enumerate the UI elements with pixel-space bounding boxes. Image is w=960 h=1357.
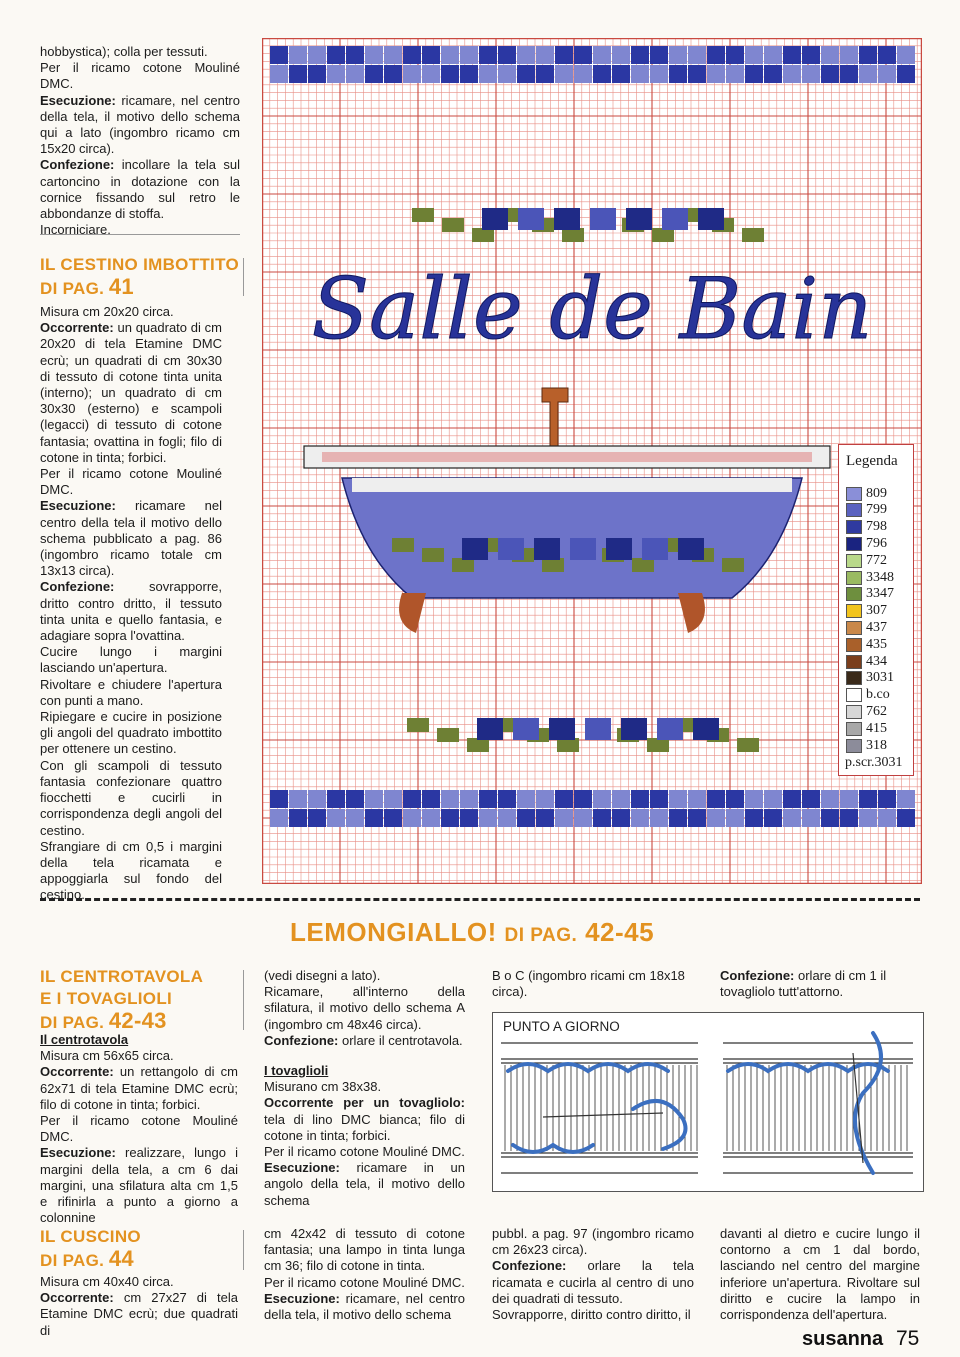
divider	[243, 970, 244, 1030]
paragraph: Per il ricamo cotone Mouliné DMC.	[40, 60, 240, 92]
legend-code: 435	[866, 636, 887, 652]
tovaglioli-text: B o C (ingombro ricami cm 18x18 circa).	[492, 968, 685, 1000]
legend-code: 318	[866, 737, 887, 753]
chart-title-motif: Salle de Bain	[311, 260, 873, 358]
paragraph: Confezione: sovrapporre, dritto contro dritto, il tessuto tinta unita e quello fantasia, e adagiare sopra l'ovattina.	[40, 579, 222, 644]
legend-code: 772	[866, 552, 887, 568]
legend-entry	[846, 603, 887, 620]
paragraph: Cucire lungo i margini lasciando un'apertura.	[40, 644, 222, 676]
legend-entry	[846, 720, 887, 737]
legend-code: 3348	[866, 569, 894, 585]
paragraph: Esecuzione: ricamare nel centro della tela il motivo dello schema pubblicato a pag. 86 (ingombro ricamo totale cm 13x13 circa).	[40, 498, 222, 579]
legend-entry	[846, 687, 890, 704]
paragraph: Ricamare, all'interno della sfilatura, il motivo dello schema A (ingombro cm 48x46 circa).	[264, 984, 465, 1032]
legend-entry	[846, 670, 894, 687]
legend-swatch	[846, 621, 862, 635]
paragraph: Per il ricamo cotone Mouliné DMC.	[264, 1274, 465, 1290]
divider	[243, 258, 244, 296]
paragraph: Esecuzione: realizzare, lungo i margini della tela, a cm 6 dai margini, una sfilatura alta cm 1,5 e rifinirla a punto a giorno a colonnine	[40, 1145, 238, 1226]
legend-box	[838, 444, 914, 776]
legend-entry	[846, 737, 887, 754]
section-banner: LEMONGIALLO! DI PAG. 42-45	[290, 917, 655, 947]
paragraph: Misura cm 20x20 circa.	[40, 304, 174, 319]
cuscino-text	[40, 1274, 238, 1339]
paragraph: pubbl. a pag. 97 (ingombro ricamo cm 26x23 circa).	[492, 1226, 694, 1258]
paragraph: Sfrangiare di cm 0,5 i margini della tela ricamata e appoggiarla sul fondo del cestino.	[40, 838, 222, 903]
magazine-brand: susanna	[802, 1328, 884, 1350]
legend-entry	[846, 636, 887, 653]
legend-entry	[846, 703, 887, 720]
paragraph: Occorrente: un rettangolo di cm 62x71 di tela Etamine DMC ecrù; filo di cotone in tinta; forbici.	[40, 1064, 238, 1112]
paragraph: Per il ricamo cotone Mouliné DMC.	[264, 1144, 465, 1160]
legend-swatch	[846, 705, 862, 719]
paragraph: Occorrente per un tovagliolo: tela di lino DMC bianca; filo di cotone in tinta; forbici.	[264, 1095, 465, 1143]
legend-swatch	[846, 671, 862, 685]
section-separator	[40, 898, 920, 901]
intro-text	[40, 44, 240, 238]
paragraph: Misura cm 56x65 circa.	[40, 1048, 174, 1064]
legend-swatch	[846, 638, 862, 652]
paragraph: Misura cm 40x40 circa.	[40, 1274, 174, 1289]
legend-entry	[846, 535, 887, 552]
paragraph: davanti al dietro e cucire lungo il contorno a cm 1 dal bordo, lasciando nel centro del margine inferiore un'apertura. Rivoltare sul diritto e cucire la lampo in corrispondenza dell'apertura.	[720, 1226, 920, 1323]
paragraph: Occorrente: cm 27x27 di tela Etamine DMC ecrù; due quadrati di	[40, 1290, 238, 1338]
legend-swatch	[846, 587, 862, 601]
divider	[243, 1230, 244, 1270]
paragraph: Esecuzione: ricamare, nel centro della tela, il motivo dello schema	[264, 1290, 465, 1323]
punto-a-giorno-illustration	[492, 1012, 924, 1192]
cestino-text	[40, 304, 222, 904]
legend-swatch	[846, 554, 862, 568]
paragraph: Sovrapporre, diritto contro diritto, il	[492, 1307, 691, 1323]
legend-swatch	[846, 655, 862, 669]
legend-entry	[846, 569, 894, 586]
stitch-diagram	[493, 1013, 923, 1191]
paragraph: Incorniciare.	[40, 222, 111, 238]
section-title-centrotavola: IL CENTROTAVOLA E I TOVAGLIOLI DI PAG. 42-43	[40, 967, 204, 1033]
paragraph: Misurano cm 38x38.	[264, 1079, 382, 1095]
cuscino-text-3	[492, 1226, 694, 1323]
legend-swatch	[846, 487, 862, 501]
legend-code: 762	[866, 703, 887, 719]
legend-code: 798	[866, 519, 887, 535]
cuscino-text-4	[720, 1226, 920, 1323]
legend-code: 3347	[866, 586, 894, 602]
illustration-label: PUNTO A GIORNO	[503, 1019, 620, 1034]
centrotavola-text-cont: (vedi disegni a lato). Ricamare, all'interno della sfilatura, il motivo dello schema A (ingombro cm 48x46 circa). Confezione: orlare il centrotavola. I tovaglioli Misurano cm 38x38. Occorrente per un tovagliolo: tela di lino DMC bianca; filo di cotone in tinta; forbici. Per il ricamo cotone Mouliné DMC. Esecuzione: ricamare in un angolo della tela, il motivo dello schema	[264, 968, 465, 1208]
cuscino-text-2	[264, 1226, 465, 1323]
paragraph: Confezione: orlare il centrotavola.	[264, 1032, 463, 1048]
legend-code: 3031	[866, 670, 894, 686]
paragraph: cm 42x42 di tessuto di cotone fantasia; una lampo in tinta lunga cm 36; filo di cotone in tinta.	[264, 1226, 465, 1274]
legend-swatch	[846, 688, 862, 702]
tovaglioli-confezione: Confezione: orlare di cm 1 il tovagliolo tutt'attorno.	[720, 968, 887, 1000]
legend-code: b.co	[866, 687, 890, 703]
legend-entry	[846, 619, 887, 636]
legend-swatch	[846, 604, 862, 618]
paragraph: Per il ricamo cotone Mouliné DMC.	[40, 466, 222, 498]
paragraph: Esecuzione: ricamare, nel centro della tela, il motivo dello schema qui a lato (ingombro ricamo cm 15x20 circa).	[40, 92, 240, 157]
legend-code: 415	[866, 720, 887, 736]
divider	[40, 234, 240, 235]
legend-entry	[846, 586, 894, 603]
legend-title: Legenda	[846, 453, 898, 469]
legend-code: 434	[866, 653, 887, 669]
paragraph: Ripiegare e cucire in posizione gli angoli del quadrato imbottito per ottenere un cestino.	[40, 709, 222, 757]
legend-code: 799	[866, 502, 887, 518]
legend-code: 307	[866, 603, 887, 619]
legend-code: 437	[866, 619, 887, 635]
section-title-cuscino: IL CUSCINO DI PAG. 44	[40, 1227, 141, 1271]
cross-stitch-chart	[262, 38, 922, 884]
paragraph: Rivoltare e chiudere l'apertura con punti a mano.	[40, 676, 222, 708]
legend-entry	[846, 485, 887, 502]
legend-swatch	[846, 537, 862, 551]
legend-footnote: p.scr.3031	[845, 755, 903, 770]
paragraph: (vedi disegni a lato).	[264, 968, 381, 983]
legend-entry	[846, 552, 887, 569]
centrotavola-text: Il centrotavola Misura cm 56x65 circa. Occorrente: un rettangolo di cm 62x71 di tela Etamine DMC ecrù; filo di cotone in tinta; forbici. Per il ricamo cotone Mouliné DMC. Esecuzione: realizzare, lungo i margini della tela, a cm 6 dai margini, una sfilatura alta cm 1,5 e rifinirla a punto a giorno a colonnine	[40, 1032, 238, 1226]
legend-entry	[846, 653, 887, 670]
paragraph: Occorrente: un quadrato di cm 20x20 di tela Etamine DMC ecrù; un quadrati di cm 30x30 di tessuto di cotone tinta unita (interno); un quadrato di cm 30x30 (esterno) e scampoli (legacci) di tessuto di cotone fantasia; ovattina in fogli; filo di cotone in tinta; forbici.	[40, 320, 222, 465]
legend-swatch	[846, 520, 862, 534]
paragraph: Esecuzione: ricamare in un angolo della tela, il motivo dello schema	[264, 1160, 465, 1208]
legend-swatch	[846, 503, 862, 517]
legend-swatch	[846, 571, 862, 585]
paragraph: Con gli scampoli di tessuto fantasia confezionare quattro fiocchetti e cucirli in corrispondenza degli angoli del cestino.	[40, 757, 222, 838]
paragraph: Confezione: incollare la tela sul cartoncino in dotazione con la cornice fissando sul retro le abbondanze di stoffa.	[40, 157, 240, 222]
legend-swatch	[846, 739, 862, 753]
legend-code: 796	[866, 535, 887, 551]
paragraph: hobbystica); colla per tessuti.	[40, 44, 208, 59]
chart-grid	[262, 38, 922, 884]
paragraph: Per il ricamo cotone Mouliné DMC.	[40, 1113, 238, 1145]
page-number: 75	[896, 1327, 920, 1350]
section-title-cestino: IL CESTINO IMBOTTITO DI PAG. 41	[40, 255, 239, 299]
legend-entry	[846, 519, 887, 536]
legend-code: 809	[866, 485, 887, 501]
paragraph: Confezione: orlare la tela ricamata e cucirla al centro di uno dei quadrati di tessuto.	[492, 1258, 694, 1306]
legend-swatch	[846, 722, 862, 736]
legend-entry	[846, 502, 887, 519]
